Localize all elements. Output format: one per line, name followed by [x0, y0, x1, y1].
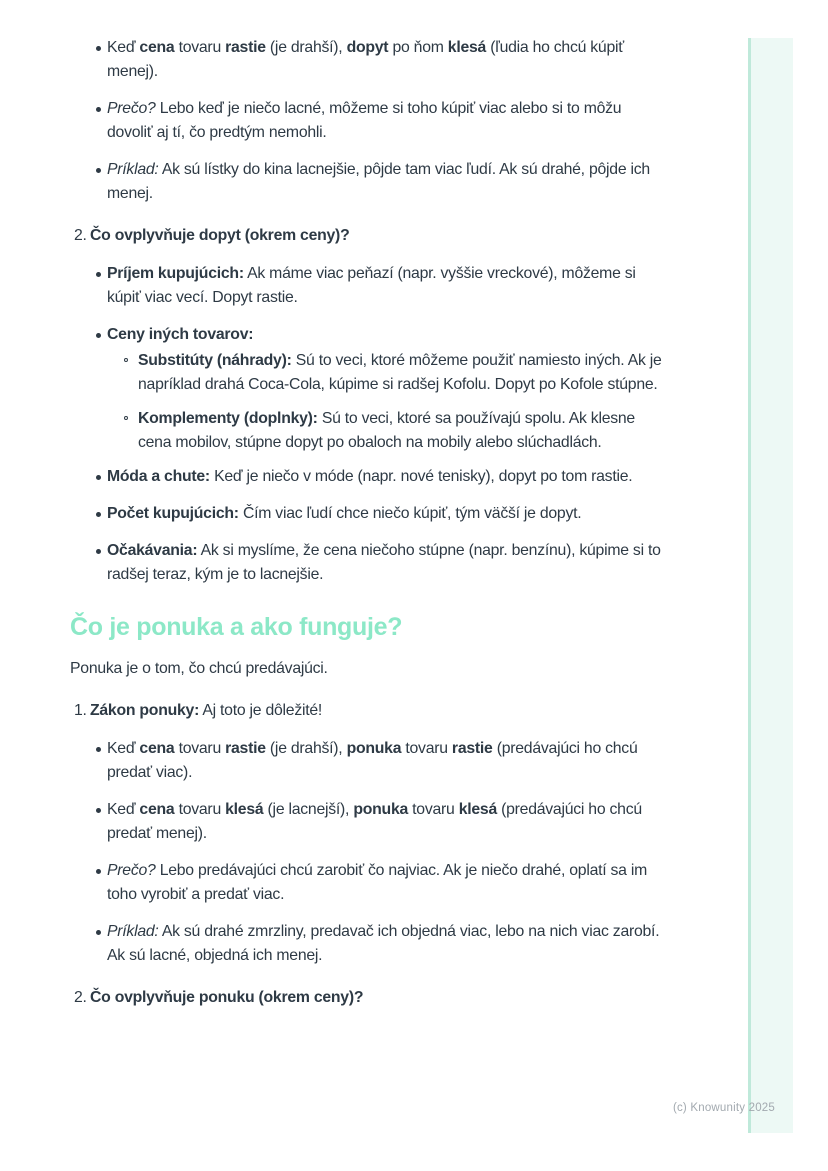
bullet-text: Keď cena tovaru klesá (je lacnejší), ponuka tovaru klesá (predávajúci ho chcú predať menej).: [107, 801, 642, 842]
bullet-marker-icon: [96, 869, 101, 874]
numbered-item: [70, 224, 662, 248]
list-number: 2.: [74, 227, 87, 244]
bullet-marker-icon: [96, 333, 101, 338]
bullet-item: [70, 539, 662, 587]
bullet-text: Očakávania: Ak si myslíme, že cena niečoho stúpne (napr. benzínu), kúpime si to radšej teraz, kým je to lacnejšie.: [107, 542, 661, 583]
bullet-text: Móda a chute: Keď je niečo v móde (napr. nové tenisky), dopyt po tom rastie.: [107, 468, 633, 485]
bullet-marker-icon: [96, 272, 101, 277]
document-content: [70, 36, 662, 1024]
list-number: 1.: [74, 702, 87, 719]
bullet-item: [70, 262, 662, 310]
bullet-text: Príklad: Ak sú lístky do kina lacnejšie, pôjde tam viac ľudí. Ak sú drahé, pôjde ich menej.: [107, 161, 650, 202]
bullet-text: Príjem kupujúcich: Ak máme viac peňazí (napr. vyššie vreckové), môžeme si kúpiť viac vecí. Dopyt rastie.: [107, 265, 636, 306]
bullet-item: [70, 502, 662, 526]
sub-bullet-item: [70, 349, 662, 397]
bullet-item: [70, 465, 662, 489]
numbered-text: Čo ovplyvňuje dopyt (okrem ceny)?: [90, 227, 350, 244]
sub-bullet-item: [70, 407, 662, 455]
numbered-item: [70, 986, 662, 1010]
bullet-text: Keď cena tovaru rastie (je drahší), ponuka tovaru rastie (predávajúci ho chcú predať viac).: [107, 740, 638, 781]
bullet-item: [70, 737, 662, 785]
bullet-item: [70, 36, 662, 84]
copyright-footer: (c) Knowunity 2025: [672, 1102, 775, 1114]
bullet-marker-icon: [96, 549, 101, 554]
bullet-marker-icon: [96, 930, 101, 935]
bullet-marker-icon: [96, 46, 101, 51]
section-heading: Čo je ponuka a ako funguje?: [70, 613, 403, 641]
bullet-text: Príklad: Ak sú drahé zmrzliny, predavač ich objedná viac, lebo na nich viac zarobí. Ak sú lacné, objedná ich menej.: [107, 923, 660, 964]
bullet-text: Prečo? Lebo predávajúci chcú zarobiť čo najviac. Ak je niečo drahé, oplatí sa im toho vyrobiť a predať viac.: [107, 862, 648, 903]
bullet-marker-icon: [96, 475, 101, 480]
bullet-text: Počet kupujúcich: Čím viac ľudí chce niečo kúpiť, tým väčší je dopyt.: [107, 505, 582, 522]
bullet-marker-icon: [96, 512, 101, 517]
bullet-item: [70, 859, 662, 907]
circle-marker-icon: [124, 358, 128, 362]
right-accent-bar: [748, 38, 793, 1133]
bullet-marker-icon: [96, 168, 101, 173]
numbered-item: [70, 699, 662, 723]
bullet-item: [70, 920, 662, 968]
bullet-text: Prečo? Lebo keď je niečo lacné, môžeme si toho kúpiť viac alebo si to môžu dovoliť aj tí, čo predtým nemohli.: [107, 100, 622, 141]
numbered-text: Zákon ponuky: Aj toto je dôležité!: [90, 702, 323, 719]
bullet-text: Ceny iných tovarov:: [107, 326, 254, 343]
sub-bullet-text: Substitúty (náhrady): Sú to veci, ktoré môžeme použiť namiesto iných. Ak je napríklad drahá Coca-Cola, kúpime si radšej Kofolu. Dopyt po Kofole stúpne.: [138, 352, 662, 393]
bullet-item: [70, 158, 662, 206]
bullet-item: [70, 97, 662, 145]
bullet-marker-icon: [96, 107, 101, 112]
list-number: 2.: [74, 989, 87, 1006]
bullet-marker-icon: [96, 808, 101, 813]
bullet-item: [70, 323, 662, 347]
sub-bullet-text: Komplementy (doplnky): Sú to veci, ktoré sa používajú spolu. Ak klesne cena mobilov, stúpne dopyt po obaloch na mobily alebo slúchadlách.: [138, 410, 635, 451]
numbered-text: Čo ovplyvňuje ponuku (okrem ceny)?: [90, 989, 364, 1006]
bullet-item: [70, 798, 662, 846]
paragraph: Ponuka je o tom, čo chcú predávajúci.: [70, 660, 328, 677]
bullet-text: Keď cena tovaru rastie (je drahší), dopyt po ňom klesá (ľudia ho chcú kúpiť menej).: [107, 39, 624, 80]
bullet-marker-icon: [96, 747, 101, 752]
circle-marker-icon: [124, 416, 128, 420]
